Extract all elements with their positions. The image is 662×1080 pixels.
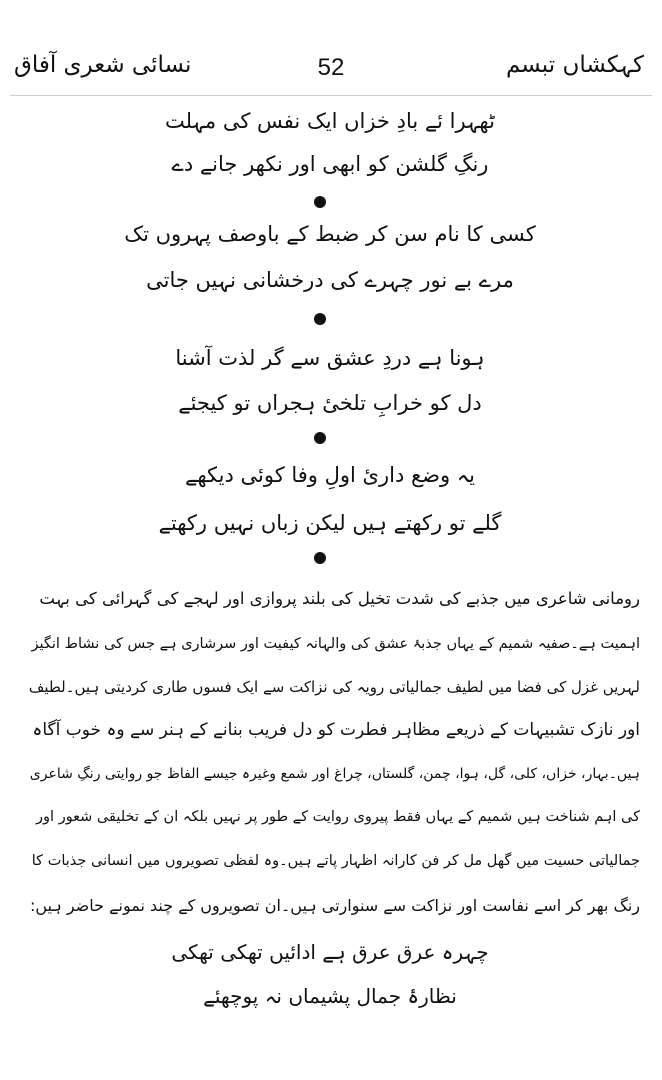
couplet-4-line-1: یہ وضع داریٔ اولِ وفا کوئی دیکھے — [185, 463, 475, 487]
couplet-3-line-1: ہونا ہے دردِ عشق سے گر لذت آشنا — [175, 346, 485, 370]
paragraph-line-6: کی اہم شناخت ہیں شمیم کے یہاں فقط پیروی روایت کے طور پر نہیں بلکہ ان کے تخلیقی شعور اور — [36, 809, 640, 825]
paragraph-line-4: اور نازک تشبیہات کے ذریعے مظاہر فطرت کو دل فریب بنانے کے ہنر سے وہ خوب آگاہ — [32, 720, 640, 740]
paragraph-line-2: اہمیت ہے۔صفیہ شمیم کے یہاں جذبۂ عشق کی والہانہ کیفیت اور سرشاری ہے جس کی نشاط انگیز — [31, 636, 640, 652]
header-divider — [10, 95, 652, 96]
couplet-separator-dot — [314, 432, 326, 444]
couplet-separator-dot — [314, 196, 326, 208]
closing-couplet-line-2: نظارۂ جمال پشیماں نہ پوچھئے — [203, 984, 457, 1008]
couplet-1-line-1: ٹھہرا ئے بادِ خزاں ایک نفس کی مہلت — [165, 109, 495, 133]
couplet-4-line-2: گلے تو رکھتے ہیں لیکن زباں نہیں رکھتے — [158, 511, 502, 535]
couplet-3-line-2: دل کو خرابِ تلخیٔ ہجراں تو کیجئے — [178, 391, 482, 415]
couplet-separator-dot — [314, 313, 326, 325]
paragraph-line-5: ہیں۔بہار، خزاں، کلی، گل، ہوا، چمن، گلستاں، چراغ اور شمع وغیرہ جیسے الفاظ جو روایتی رنگِ شاعری — [29, 766, 640, 782]
closing-couplet-line-1: چہرہ عرق عرق ہے ادائیں تھکی تھکی — [171, 940, 489, 964]
paragraph-line-3: لہریں غزل کی فضا میں لطیف جمالیاتی رویہ کی نزاکت سے ایک فسوں طاری کردیتی ہیں۔لطیف — [28, 678, 640, 696]
couplet-2-line-2: مرے بے نور چہرے کی درخشانی نہیں جاتی — [146, 268, 514, 292]
couplet-1-line-2: رنگِ گلشن کو ابھی اور نکھر جانے دے — [171, 152, 489, 176]
couplet-2-line-1: کسی کا نام سن کر ضبط کے باوصف پہروں تک — [124, 222, 536, 246]
page-header — [0, 52, 662, 96]
page-number: 52 — [317, 54, 345, 81]
book-section-title: نسائی شعری آفاق — [14, 52, 192, 78]
author-name: کہکشاں تبسم — [505, 52, 644, 78]
couplet-separator-dot — [314, 552, 326, 564]
paragraph-line-1: رومانی شاعری میں جذبے کی شدت تخیل کی بلند پروازی اور لہجے کی گہرائی کی بہت — [39, 589, 640, 608]
paragraph-line-8: رنگ بھر کر اسے نفاست اور نزاکت سے سنوارتی ہیں۔ان تصویروں کے چند نمونے حاضر ہیں: — [29, 896, 640, 915]
paragraph-line-7: جمالیاتی حسیت میں گھل مل کر فن کارانہ اظہار پاتے ہیں۔وہ لفظی تصویروں میں انسانی جذبات کا — [31, 853, 640, 869]
